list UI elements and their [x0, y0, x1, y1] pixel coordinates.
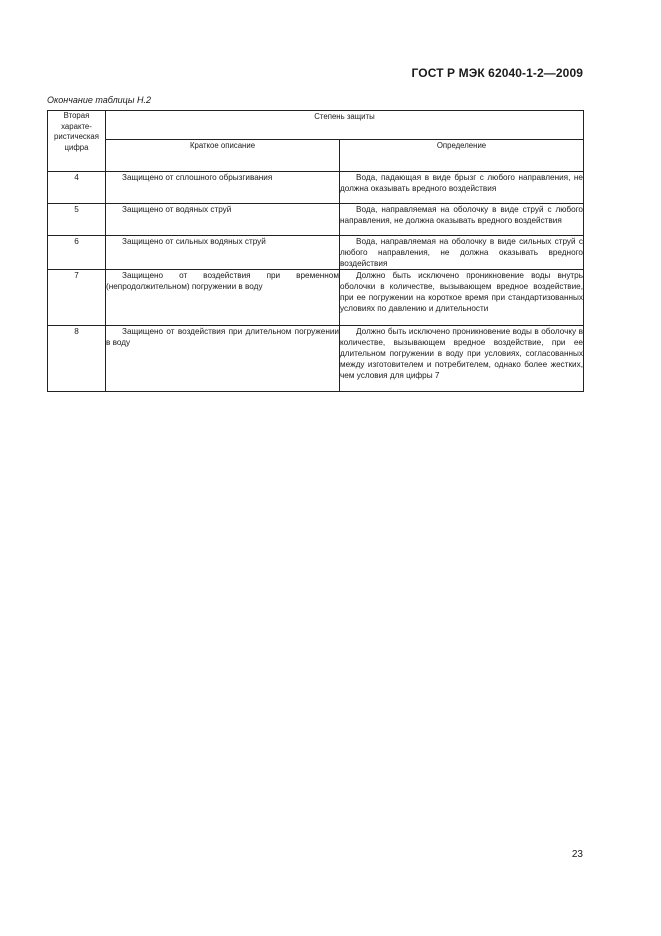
- table-row: [48, 326, 584, 392]
- protection-degree-table: [47, 110, 584, 392]
- row-definition: Должно быть исключено проникновение воды внутрь оболочки в количестве, вызывающем вредное воздействие, при ее погружении на короткое время при стандартизованных условиях по давлению и длительности: [340, 270, 584, 326]
- row-digit: 8: [48, 326, 106, 392]
- table-row: [48, 270, 584, 326]
- table-caption: Окончание таблицы Н.2: [47, 95, 151, 105]
- header-protection-degree: Степень защиты: [106, 111, 584, 140]
- row-digit: 7: [48, 270, 106, 326]
- header-short-description: Краткое описание: [106, 140, 340, 172]
- row-digit: 6: [48, 236, 106, 270]
- row-definition: Вода, направляемая на оболочку в виде сильных струй с любого направления, не должна оказывать вредного воздействия: [340, 237, 583, 268]
- row-digit: 4: [48, 172, 106, 204]
- row-description: Защищено от водяных струй: [106, 204, 340, 236]
- row-definition: Вода, падающая в виде брызг с любого направления, не должна оказывать вредного воздействия: [340, 172, 584, 204]
- row-definition: Должно быть исключено проникновение воды в оболочку в количестве, вызывающем вредное воздействие, при ее длительном погружении в воду при условиях, согласованных между изготовителем и потребителем, однако более жестких, чем условия для цифры 7: [340, 326, 584, 392]
- header-definition: Определение: [340, 140, 584, 172]
- header-second-digit: Вторая характе-ристическая цифра: [48, 111, 106, 172]
- row-digit: 5: [48, 204, 106, 236]
- table-row: [48, 204, 584, 236]
- page-number: 23: [571, 849, 583, 860]
- table-row: [48, 236, 584, 270]
- row-description: Защищено от воздействия при временном (непродолжительном) погружении в воду: [106, 270, 340, 326]
- row-definition: Вода, направляемая на оболочку в виде струй с любого направления, не должна оказывать вредного воздействия: [340, 204, 584, 236]
- row-description: Защищено от сплошного обрызгивания: [106, 172, 340, 204]
- table-row: [48, 172, 584, 204]
- document-id-header: ГОСТ Р МЭК 62040-1-2—2009: [411, 66, 583, 80]
- row-description: Защищено от сильных водяных струй: [106, 236, 340, 270]
- row-description: Защищено от воздействия при длительном погружении в воду: [106, 326, 340, 392]
